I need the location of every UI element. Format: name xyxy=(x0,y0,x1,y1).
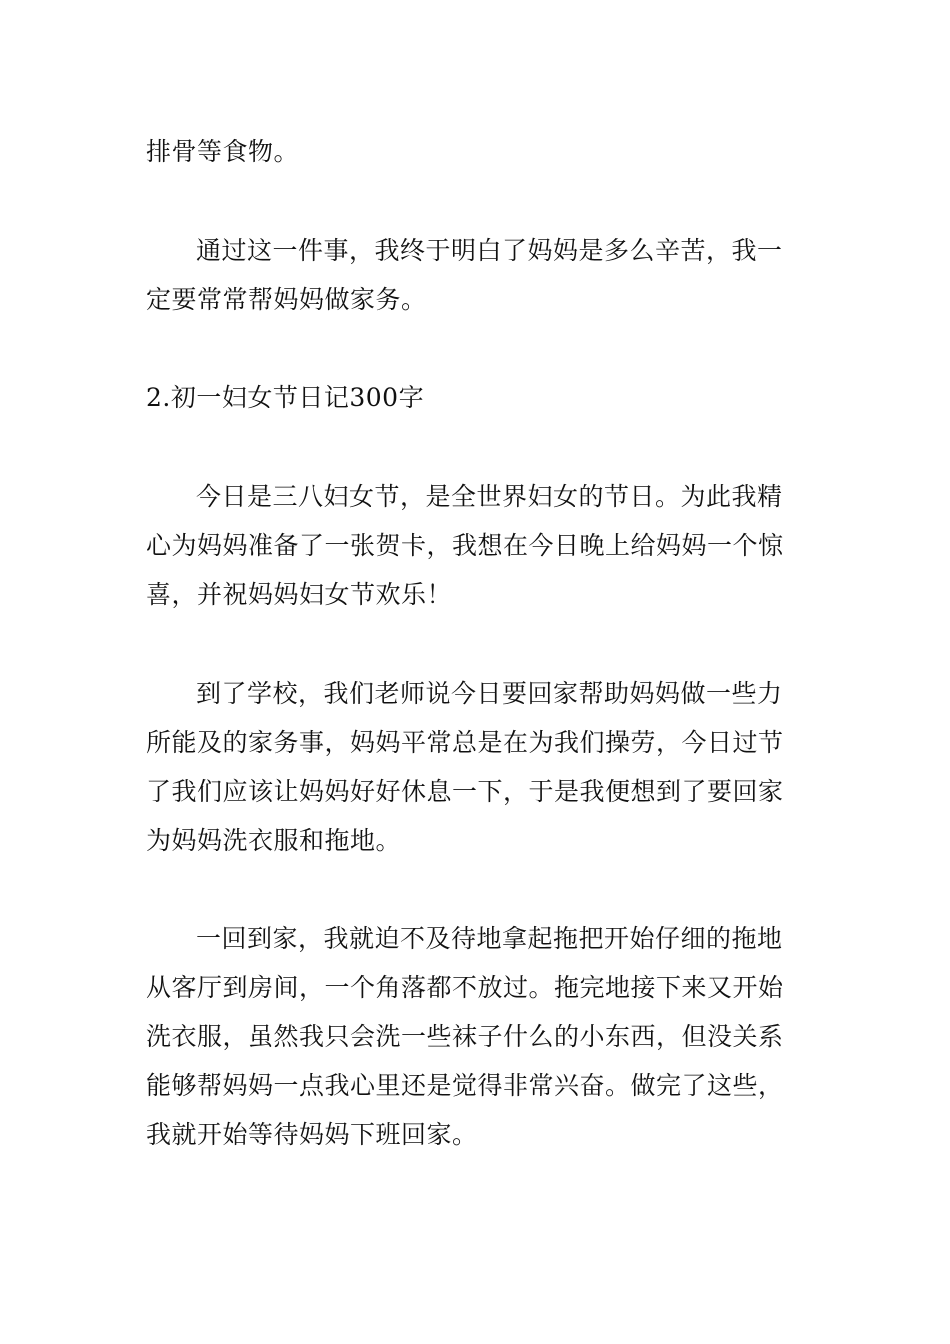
paragraph-line: 通过这一件事，我终于明白了妈妈是多么辛苦，我一 xyxy=(196,236,783,265)
paragraph-line: 洗衣服，虽然我只会洗一些袜子什么的小东西，但没关系 xyxy=(146,1022,784,1051)
paragraph-line: 我就开始等待妈妈下班回家。 xyxy=(146,1120,478,1149)
section-heading: 2.初一妇女节日记300字 xyxy=(146,383,425,412)
paragraph-line: 定要常常帮妈妈做家务。 xyxy=(146,285,427,314)
paragraph-line: 所能及的家务事，妈妈平常总是在为我们操劳，今日过节 xyxy=(146,728,784,757)
paragraph-line: 一回到家，我就迫不及待地拿起拖把开始仔细的拖地 xyxy=(196,924,783,953)
paragraph-line: 从客厅到房间，一个角落都不放过。拖完地接下来又开始 xyxy=(146,973,784,1002)
paragraph-line: 为妈妈洗衣服和拖地。 xyxy=(146,826,402,855)
paragraph-line: 喜，并祝妈妈妇女节欢乐！ xyxy=(146,580,453,609)
paragraph-line: 到了学校，我们老师说今日要回家帮助妈妈做一些力 xyxy=(196,679,783,708)
paragraph-line: 今日是三八妇女节，是全世界妇女的节日。为此我精 xyxy=(196,482,783,511)
paragraph-line: 能够帮妈妈一点我心里还是觉得非常兴奋。做完了这些， xyxy=(146,1071,784,1100)
paragraph-line: 了我们应该让妈妈好好休息一下，于是我便想到了要回家 xyxy=(146,777,784,806)
paragraph-line: 心为妈妈准备了一张贺卡，我想在今日晚上给妈妈一个惊 xyxy=(146,531,784,560)
paragraph-line: 排骨等食物。 xyxy=(146,137,300,166)
